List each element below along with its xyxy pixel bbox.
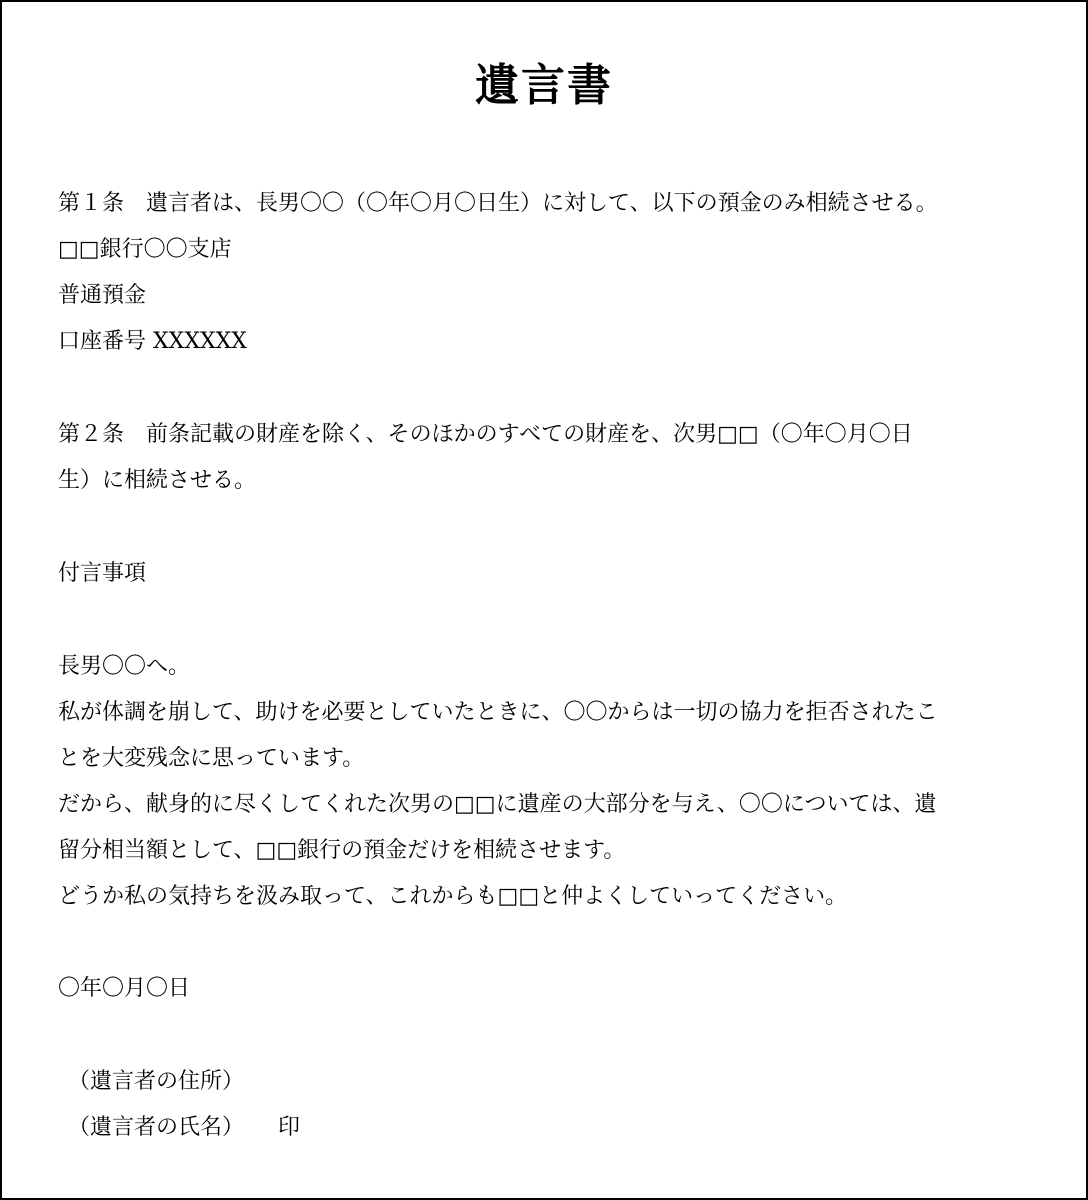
article-2-line-2: 生）に相続させる。 bbox=[58, 468, 257, 493]
supplementary-line: とを大変残念に思っています。 bbox=[58, 746, 365, 771]
supplementary-heading: 付言事項 bbox=[58, 561, 147, 586]
article-2-heading: 第２条 bbox=[58, 422, 125, 447]
article-1-bank: □□銀行〇〇支店 bbox=[58, 237, 232, 262]
document-title: 遺言書 bbox=[475, 60, 613, 111]
supplementary-line: だから、献身的に尽くしてくれた次男の□□に遺産の大部分を与え、〇〇については、遺 bbox=[58, 792, 937, 817]
article-1-account-number: 口座番号 XXXXXX bbox=[58, 329, 247, 354]
article-1-account-type: 普通預金 bbox=[58, 283, 147, 308]
supplementary-line: どうか私の気持ちを汲み取って、これからも□□と仲よくしていってください。 bbox=[58, 884, 848, 909]
supplementary-line: 長男〇〇へ。 bbox=[58, 654, 191, 679]
document-date: 〇年〇月〇日 bbox=[58, 976, 191, 1001]
supplementary-line: 留分相当額として、□□銀行の預金だけを相続させます。 bbox=[58, 838, 626, 863]
article-1-heading: 第１条 bbox=[58, 191, 125, 216]
testator-name: （遺言者の氏名） bbox=[68, 1115, 245, 1140]
testator-address: （遺言者の住所） bbox=[68, 1069, 245, 1094]
article-1-text: 遺言者は、長男〇〇（〇年〇月〇日生）に対して、以下の預金のみ相続させる。 bbox=[146, 191, 938, 216]
supplementary-line: 私が体調を崩して、助けを必要としていたときに、〇〇からは一切の協力を拒否されたこ bbox=[58, 700, 938, 725]
article-2-line-1 bbox=[58, 420, 913, 450]
article-1-line-1 bbox=[58, 189, 938, 219]
seal-mark: 印 bbox=[278, 1115, 301, 1140]
testator-name-line bbox=[68, 1113, 300, 1143]
article-2-text: 前条記載の財産を除く、そのほかのすべての財産を、次男□□（〇年〇月〇日 bbox=[146, 422, 913, 447]
